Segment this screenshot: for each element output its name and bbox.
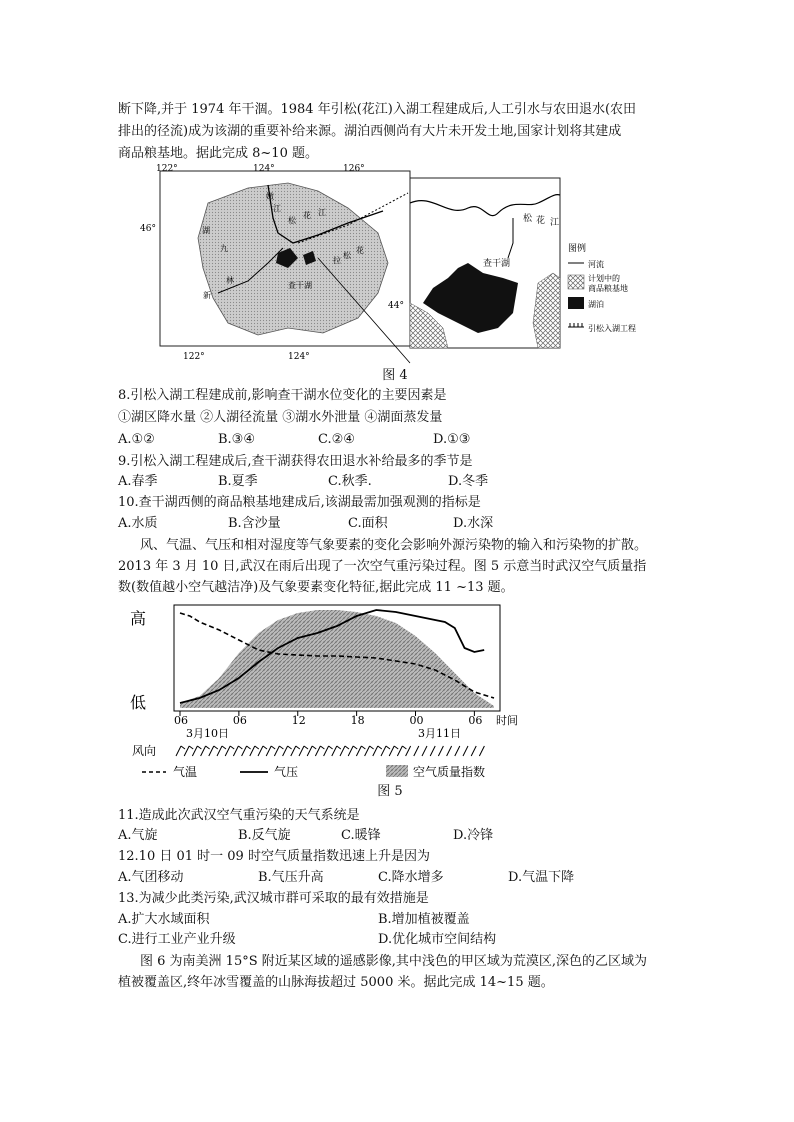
inset-river-label: 江 [550,218,560,228]
wind-barb-flag [255,746,259,749]
wind-barb-flag [386,746,390,749]
map-label: 九 [220,244,228,253]
q12-option-b: B.气压升高 [258,870,324,885]
lat-46: 46° [140,224,156,234]
map-label: 江 [273,204,281,213]
map-label: 江 [318,208,326,217]
wind-barb [233,746,238,756]
wind-barb-flag [230,746,234,749]
wind-barb [242,746,247,756]
wind-barb-flag [320,746,324,749]
wind-barb [463,746,468,756]
legend-temp: 气温 [173,765,198,779]
q8-option-a: A.①② [118,432,155,447]
q10-option-b: B.含沙量 [228,516,281,531]
wind-barb [365,746,370,756]
wind-barb-flag [238,746,242,749]
legend-pressure: 气压 [274,765,299,779]
x-tick-label: 12 [291,714,306,727]
intro-line-3: 商品粮基地。据此完成 8~10 题。 [118,146,318,161]
q11-option-d: D.冷锋 [453,828,494,843]
map-label: 松 [288,216,296,225]
wind-barb [455,746,460,756]
inset-hatch-2 [533,273,560,348]
wind-barb-flag [189,746,193,749]
wind-barb [225,746,230,756]
q11-stem: 11.造成此次武汉空气重污染的天气系统是 [118,808,360,823]
wind-barb-flag [263,746,267,749]
inset-river-label: 松 [523,214,533,224]
wind-barb [422,746,427,756]
wind-barb [201,746,206,756]
lon-bottom-124: 124° [288,352,310,362]
legend-base-1: 计划中的 [588,274,620,283]
map-label: 林 [226,276,234,285]
wind-barb-flag [378,746,382,749]
figure-5-chart [118,600,538,800]
wind-barb-flag [329,746,333,749]
lon-top-122: 122° [156,164,178,174]
wind-barb-flag [288,746,292,749]
series-aqi-area [180,610,494,708]
legend-aqi: 空气质量指数 [413,765,486,779]
wind-barb [332,746,337,756]
q9-option-a: A.春季 [118,474,158,489]
wind-barb [315,746,320,756]
map-label: 拉 [333,256,341,265]
map-label: 花 [356,246,364,255]
wind-barbs [176,746,484,756]
wind-barb [324,746,329,756]
x-tick-label: 18 [350,714,365,727]
wind-barb-flag [361,746,365,749]
wind-barb [430,746,435,756]
wind-barb [447,746,452,756]
legend-title: 图例 [568,244,587,254]
wind-barb-flag [206,746,210,749]
lon-top-126: 126° [343,164,365,174]
inset-lake-label: 查干湖 [483,259,511,269]
q10-stem: 10.查干湖西侧的商品粮基地建成后,该湖最需加强观测的指标是 [118,495,481,510]
wind-barb [274,746,279,756]
intro-line-2: 排出的径流)成为该湖的重要补给来源。湖泊西侧尚有大片未开发土地,国家计划将其建成 [118,124,622,139]
wind-barb-flag [394,746,398,749]
wind-barb [217,746,222,756]
para3-line-1: 图 6 为南美洲 15°S 附近某区域的遥感影像,其中浅色的甲区域为荒漠区,深色的乙区域为 [140,954,648,969]
wind-barb [438,746,443,756]
wind-barb [258,746,263,756]
wind-barb-flag [370,746,374,749]
wind-barb [176,746,181,756]
wind-barb-flag [345,746,349,749]
wind-barb [291,746,296,756]
wind-barb-flag [353,746,357,749]
q8-items: ①湖区降水量 ②人湖径流量 ③湖水外泄量 ④湖面蒸发量 [118,410,443,425]
q13-option-d: D.优化城市空间结构 [378,932,497,947]
x-tick-label: 00 [409,714,424,727]
legend-lake: 湖泊 [588,300,604,309]
map-label: 松 [343,251,351,260]
wind-barb [348,746,353,756]
x-tick-label: 06 [232,714,247,727]
q13-stem: 13.为减少此类污染,武汉城市群可采取的最有效措施是 [118,891,429,906]
wind-barb [283,746,288,756]
wind-barb-flag [271,746,275,749]
figure-4-map [118,163,678,368]
legend-aqi-swatch [386,765,408,777]
legend-river: 河流 [588,260,604,269]
para2-line-2: 2013 年 3 月 10 日,武汉在雨后出现了一次空气重污染过程。图 5 示意当时武汉空气质量指 [118,559,647,574]
legend-base-2: 商品粮基地 [588,284,628,293]
figure-5-caption: 图 5 [377,784,403,799]
q10-option-c: C.面积 [348,516,388,531]
lat-44: 44° [388,301,404,311]
wind-barb-flag [197,746,201,749]
q10-option-d: D.水深 [453,516,494,531]
wind-barb [184,746,189,756]
wind-barb-flag [296,746,300,749]
q12-stem: 12.10 日 01 时一 09 时空气质量指数迅速上升是因为 [118,849,430,864]
x-tick-label: 06 [468,714,483,727]
intro-line-1: 断下降,并于 1974 年干涸。1984 年引松(花江)入湖工程建成后,人工引水与农田退水(农田 [118,102,637,117]
date-label-10: 3月10日 [186,727,229,740]
wind-barb [250,746,255,756]
wind-barb [479,746,484,756]
wind-barb [373,746,378,756]
q9-option-b: B.夏季 [218,474,258,489]
x-tick-label: 06 [174,714,188,727]
inset-river [410,195,560,216]
y-label-low: 低 [130,693,147,712]
lon-top-124: 124° [253,164,275,174]
wind-barb [192,746,197,756]
q8-stem: 8.引松入湖工程建成前,影响查干湖水位变化的主要因素是 [118,388,447,403]
q11-option-b: B.反气旋 [238,828,291,843]
wind-barb [414,746,419,756]
inset-river-label: 花 [536,216,546,226]
lon-bottom-122: 122° [183,352,205,362]
para2-line-3: 数(数值越小空气越洁净)及气象要素变化特征,据此完成 11 ~13 题。 [118,580,514,595]
wind-barb-flag [247,746,251,749]
wind-barb-flag [222,746,226,749]
q8-option-b: B.③④ [218,432,255,447]
wind-barb [266,746,271,756]
q13-option-c: C.进行工业产业升级 [118,932,236,947]
y-label-high: 高 [130,609,147,628]
legend [568,242,636,333]
map-label: 查干湖 [288,281,312,290]
q8-option-d: D.①③ [433,432,471,447]
q13-option-a: A.扩大水域面积 [118,912,210,927]
q9-stem: 9.引松入湖工程建成后,查干湖获得农田退水补给最多的季节是 [118,454,473,469]
wind-barb [406,746,411,756]
wind-barb [307,746,312,756]
x-unit-label: 时间 [496,714,518,727]
figure-4-caption: 图 4 [382,368,408,383]
map-label: 新 [203,291,211,300]
wind-barb [356,746,361,756]
wind-barb [397,746,402,756]
wind-barb-flag [402,746,406,749]
wind-barb [209,746,214,756]
wind-barb [471,746,476,756]
wind-barb [299,746,304,756]
wind-barb-flag [304,746,308,749]
wind-barb-flag [337,746,341,749]
map-label: 嫩 [266,192,274,201]
q12-option-a: A.气团移动 [118,870,184,885]
wind-barb-flag [214,746,218,749]
q11-option-c: C.暖锋 [341,828,381,843]
wind-barb [381,746,386,756]
legend-project: 引松入湖工程 [588,324,636,333]
para2-line-1: 风、气温、气压和相对湿度等气象要素的变化会影响外源污染物的输入和污染物的扩散。 [140,538,648,553]
q10-option-a: A.水质 [118,516,158,531]
q12-option-d: D.气温下降 [508,870,575,885]
para3-line-2: 植被覆盖区,终年冰雪覆盖的山脉海拔超过 5000 米。据此完成 14~15 题。 [118,975,554,990]
wind-barb-flag [181,746,185,749]
wind-barb [340,746,345,756]
q9-option-d: D.冬季 [448,474,489,489]
date-label-11: 3月11日 [418,727,461,740]
wind-barb [389,746,394,756]
wind-label: 风向 [132,744,157,758]
wind-barb-flag [312,746,316,749]
wind-barb-flag [279,746,283,749]
map-label: 湖 [202,226,210,235]
q13-option-b: B.增加植被覆盖 [378,912,470,927]
q9-option-c: C.秋季. [328,474,372,489]
q11-option-a: A.气旋 [118,828,158,843]
q12-option-c: C.降水增多 [378,870,444,885]
map-label: 花 [303,211,311,220]
q8-option-c: C.②④ [318,432,355,447]
